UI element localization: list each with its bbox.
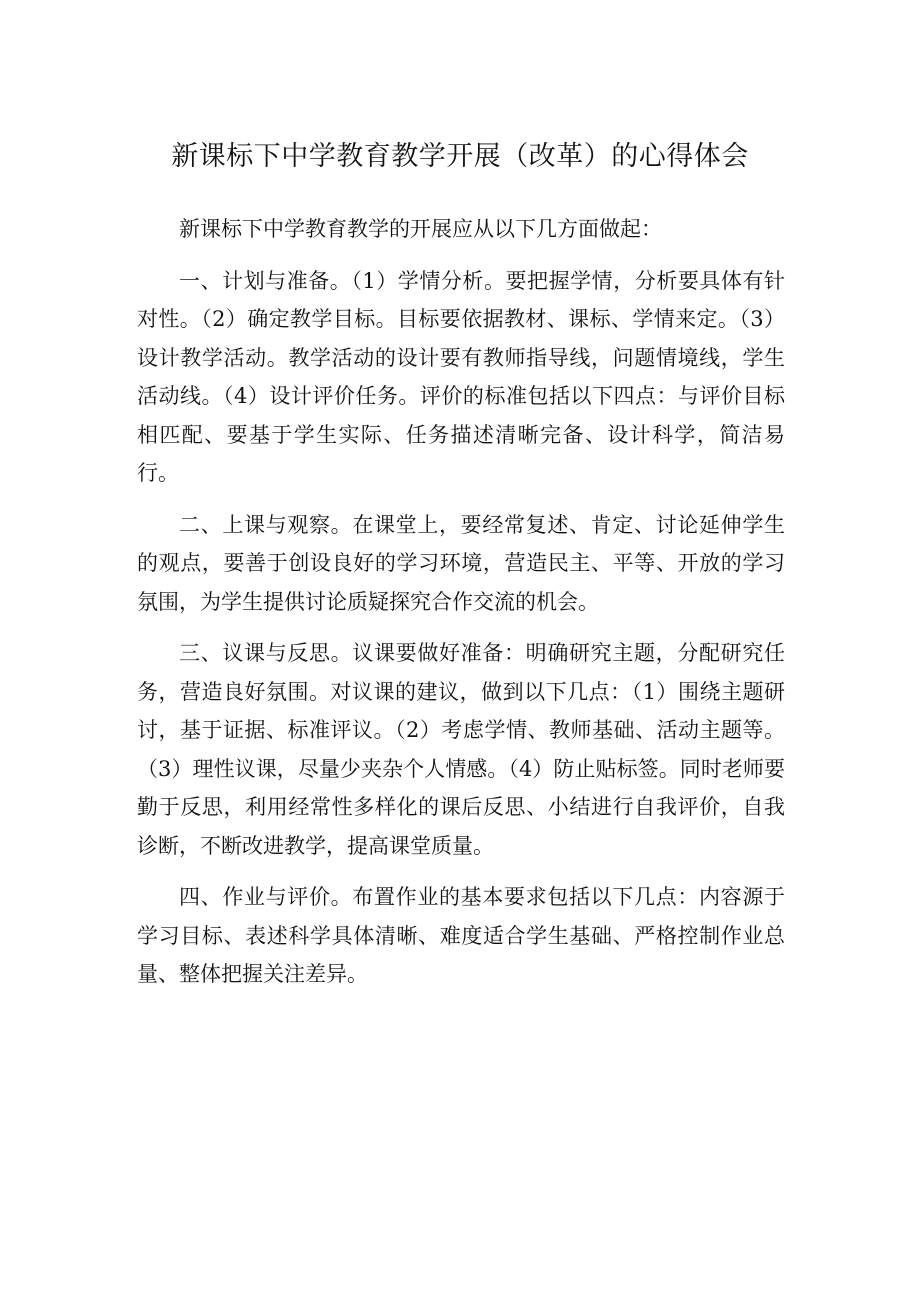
paragraph-intro: 新课标下中学教育教学的开展应从以下几方面做起： xyxy=(179,217,662,241)
paragraph-discuss-reflect: 三、议课与反思。议课要做好准备：明确研究主题，分配研究任务，营造良好氛围。对议课的建议，做到以下几点：（1）围绕主题研讨，基于证据、标准评议。（2）考虑学情、教师基础、活动主题等。（3）理性议课，尽量少夹杂个人情感。（4）防止贴标签。同时老师要勤于反思，利用经常性多样化的课后反思、小结进行自我评价，自我诊断，不断改进教学，提高课堂质量。 xyxy=(137,641,785,858)
paragraph-homework-evaluate: 四、作业与评价。布置作业的基本要求包括以下几点：内容源于学习目标、表述科学具体清晰、难度适合学生基础、严格控制作业总量、整体把握关注差异。 xyxy=(137,885,785,986)
document-title: 新课标下中学教育教学开展（改革）的心得体会 xyxy=(171,141,749,172)
document-body xyxy=(137,210,785,1007)
paragraph-plan-prepare: 一、计划与准备。（1）学情分析。要把握学情，分析要具体有针对性。（2）确定教学目标。目标要依据教材、课标、学情来定。（3）设计教学活动。教学活动的设计要有教师指导线，问题情境线，学生活动线。（4）设计评价任务。评价的标准包括以下四点：与评价目标相匹配、要基于学生实际、任务描述清晰完备、设计科学，简洁易行。 xyxy=(137,268,785,485)
paragraph-class-observe: 二、上课与观察。在课堂上，要经常复述、肯定、讨论延伸学生的观点，要善于创设良好的学习环境，营造民主、平等、开放的学习氛围，为学生提供讨论质疑探究合作交流的机会。 xyxy=(137,512,785,614)
